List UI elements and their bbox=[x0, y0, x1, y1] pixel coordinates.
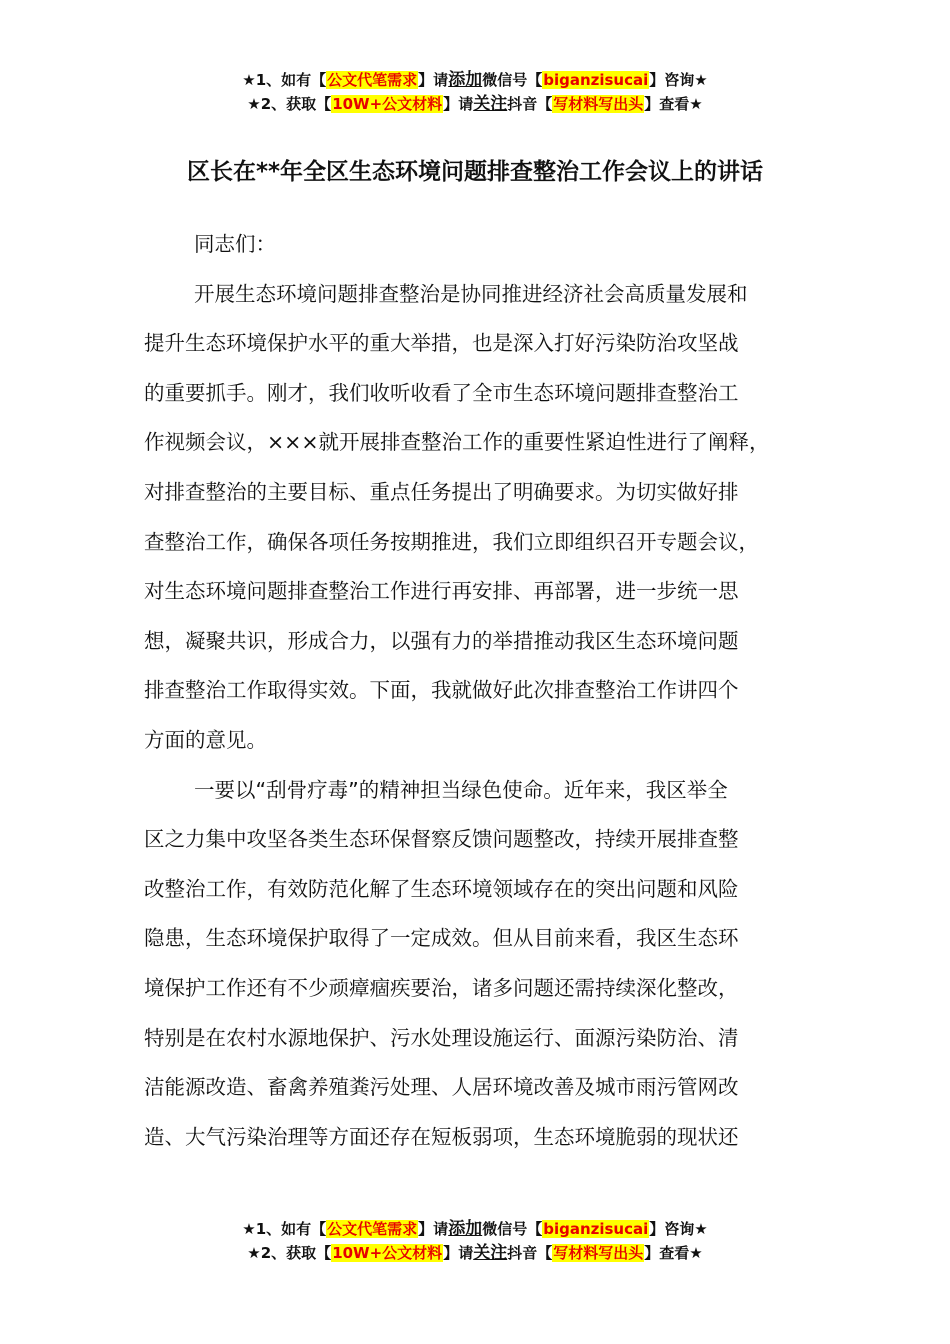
banner-line-2: ★2、获取【10W+公文材料】请关注抖音【写材料写出头】查看★ bbox=[247, 1243, 703, 1263]
salutation: 同志们： bbox=[194, 232, 276, 256]
document-title: 区长在**年全区生态环境问题排查整治工作会议上的讲话 bbox=[186, 159, 764, 185]
highlight-materials: 10W+公文材料 bbox=[332, 95, 443, 113]
star-icon: ★ bbox=[242, 1220, 256, 1238]
highlight-materials: 10W+公文材料 bbox=[332, 1244, 443, 1262]
paragraph-1: 开展生态环境问题排查整治是协同推进经济社会高质量发展和 提升生态环境保护水平的重大举措，也是深入打好污染防治攻坚战 的重要抓手。刚才，我们收听收看了全市生态环境问题排查整治工 作视频会议，×××就开展排查整治工作的重要性紧迫性进行了阐释， 对排查整治的主要目标、重点任务提出了明确要求。为切实做好排 查整治工作，确保各项任务按期推进，我们立即组织召开专题会议， 对生态环境问题排查整治工作进行再安排、再部署，进一步统一思 想，凝聚共识，形成合力，以强有力的举措推动我区生态环境问题 排查整治工作取得实效。下面，我就做好此次排查整治工作讲四个 方面的意见。 bbox=[144, 281, 770, 752]
banner-line-1: ★1、如有【公文代笔需求】请添加微信号【biganzisucai】咨询★ bbox=[242, 70, 708, 90]
highlight-service: 公文代笔需求 bbox=[327, 1220, 418, 1238]
star-icon: ★ bbox=[247, 1244, 261, 1262]
paragraph-2: 一要以“刮骨疗毒”的精神担当绿色使命。近年来，我区举全 区之力集中攻坚各类生态环保督察反馈问题整改，持续开展排查整 改整治工作，有效防范化解了生态环境领域存在的突出问题和风险 隐患，生态环境保护取得了一定成效。但从目前来看，我区生态环 境保护工作还有不少顽瘴痼疾要治，诸多问题还需持续深化整改， 特别是在农村水源地保护、污水处理设施运行、面源污染防治、清 洁能源改造、畜禽养殖粪污处理、人居环境改善及城市雨污管网改 造、大气污染治理等方面还存在短板弱项，生态环境脆弱的现状还 bbox=[144, 777, 739, 1149]
header-banner bbox=[0, 68, 950, 116]
banner-line-1: ★1、如有【公文代笔需求】请添加微信号【biganzisucai】咨询★ bbox=[242, 1219, 708, 1239]
footer-banner bbox=[0, 1217, 950, 1265]
highlight-service: 公文代笔需求 bbox=[327, 71, 418, 89]
highlight-douyin-account: 写材料写出头 bbox=[553, 1244, 644, 1262]
highlight-douyin-account: 写材料写出头 bbox=[553, 95, 644, 113]
star-icon: ★ bbox=[242, 71, 256, 89]
document-body bbox=[144, 220, 810, 1162]
star-icon: ★ bbox=[247, 95, 261, 113]
highlight-wechat-id: biganzisucai bbox=[543, 71, 649, 89]
banner-line-2: ★2、获取【10W+公文材料】请关注抖音【写材料写出头】查看★ bbox=[247, 94, 703, 114]
highlight-wechat-id: biganzisucai bbox=[543, 1220, 649, 1238]
